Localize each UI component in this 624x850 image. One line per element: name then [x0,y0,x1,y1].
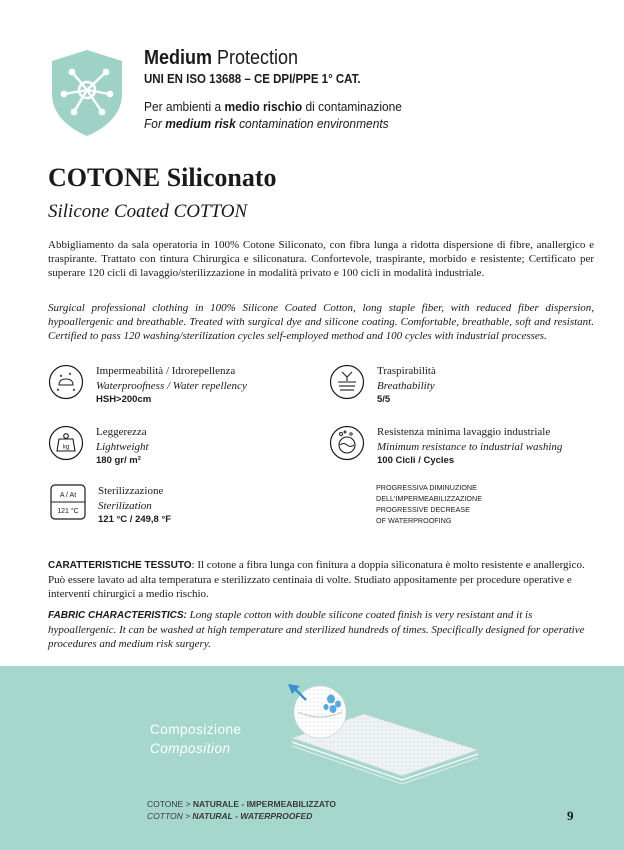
waterproofing-note [376,482,482,526]
note-line: PROGRESSIVA DIMINUZIONE [376,483,477,492]
environment-en-post: contamination environments [235,116,389,131]
environment-it-bold: medio rischio [224,99,303,114]
feature-water-repellency [48,364,247,408]
feature-water-repellency-value: HSH>200cm [96,394,152,405]
environment-en-pre: For [144,116,166,131]
environment-it [144,98,402,115]
feature-breathability-en: Breathability [377,379,435,392]
protection-level-bold: Medium [144,47,213,69]
feature-lightweight-it: Leggerezza [96,426,147,438]
feature-industrial-washing-it: Resistenza minima lavaggio industriale [377,426,551,438]
feature-industrial-washing [329,425,562,469]
composition-en: Composition [150,741,231,756]
environment-en-bold: medium risk [165,116,236,131]
washing-icon [329,425,365,461]
characteristics-en-label: FABRIC CHARACTERISTICS: [48,610,187,621]
sterilization-icon-bottom: 121 °C [57,508,79,515]
note-line: OF WATERPROOFING [376,516,452,525]
sterilization-icon-top: A / At [59,492,77,499]
footer-en [147,810,336,822]
protection-header [144,46,424,132]
composition-footer [147,798,336,822]
breathability-icon [329,364,365,400]
svg-text:kg: kg [62,444,70,451]
environment-en [144,115,402,132]
fabric-layer-illustration [280,676,480,786]
standard-norm: UNI EN ISO 13688 – CE DPI/PPE 1° CAT. [144,72,361,86]
feature-breathability [329,364,436,408]
footer-en-bold: NATURAL - WATERPROOFED [192,811,313,821]
feature-water-repellency-it: Impermeabilità / Idrorepellenza [96,365,236,377]
feature-lightweight [48,425,149,469]
feature-breathability-value: 5/5 [377,394,391,405]
weight-kg-icon [48,425,84,461]
composition-label [150,720,242,758]
feature-sterilization-value: 121 °C / 249,8 °F [98,514,172,525]
note-line: PROGRESSIVE DECREASE [376,505,470,514]
note-line: DELL'IMPERMEABILIZZAZIONE [376,494,483,503]
composition-it: Composizione [150,722,242,737]
characteristics-en [48,608,594,651]
footer-it [147,798,336,810]
product-title: COTONE Siliconato [48,163,277,192]
sterilization-icon [48,484,88,520]
feature-sterilization-it: Sterilizzazione [98,485,164,497]
protection-level-rest: Protection [217,47,299,69]
characteristics-it [48,558,594,601]
environment-it-post: di contaminazione [302,99,402,114]
footer-it-pre: COTONE > [147,799,193,809]
feature-sterilization [48,484,171,528]
water-repellency-icon [48,364,84,400]
feature-sterilization-en: Sterilization [98,499,152,512]
page-number: 9 [567,808,574,823]
footer-en-pre: COTTON > [147,811,193,821]
feature-lightweight-en: Lightweight [96,440,149,453]
characteristics-it-label: CARATTERISTICHE TESSUTO [48,560,192,571]
feature-water-repellency-en: Waterproofness / Water repellency [96,379,247,392]
feature-breathability-it: Traspirabilità [377,365,436,377]
feature-industrial-washing-value: 100 Cicli / Cycles [377,455,455,466]
feature-lightweight-value: 180 gr/ m² [96,455,141,466]
product-subtitle: Silicone Coated COTTON [48,201,248,222]
characteristics-en-text: Long staple cotton with double silicone coated finish is very resistant and it is hypoallergenic. It can be washed at high temperature and sterilized hundreds of times. Specifically designed for operative procedures and medium risk surgery. [48,609,585,650]
shield-icon [50,48,124,138]
footer-it-bold: NATURALE - IMPERMEABILIZZATO [192,799,336,809]
description-it: Abbigliamento da sala operatoria in 100% Cotone Siliconato, con fibra lunga a ridotta dispersione di fibre, anallergico e traspirante. Trattato con tintura Chirurgica e siliconatura. Confortevole, traspirante, morbido e resistente; Certificato per superare 120 cicli di lavaggio/sterilizzazione in modalità privato e 100 cicli in modalità industriale. [48,239,594,279]
environment-it-pre: Per ambienti a [144,99,225,114]
description-en: Surgical professional clothing in 100% Silicone Coated Cotton, long staple fiber, with reduced fiber dispersion, hypoallergenic and breathable. Treated with surgical dye and silicone coating. Comfortable, breathable, soft and resistant. Certified to pass 120 washing/sterilization cycles self-employed method and 100 cycles with industrial processes. [48,302,594,342]
feature-industrial-washing-en: Minimum resistance to industrial washing [377,440,563,453]
protection-level-title [144,46,396,70]
characteristics-it-text: : Il cotone a fibra lunga con finitura a doppia siliconatura è molto resistente e anallergico. Può essere lavato ad alta temperatura e sterilizzato centinaia di volte. Studiato appositamente per procedure operative e interventi chirurgici a medio rischio. [48,559,585,600]
